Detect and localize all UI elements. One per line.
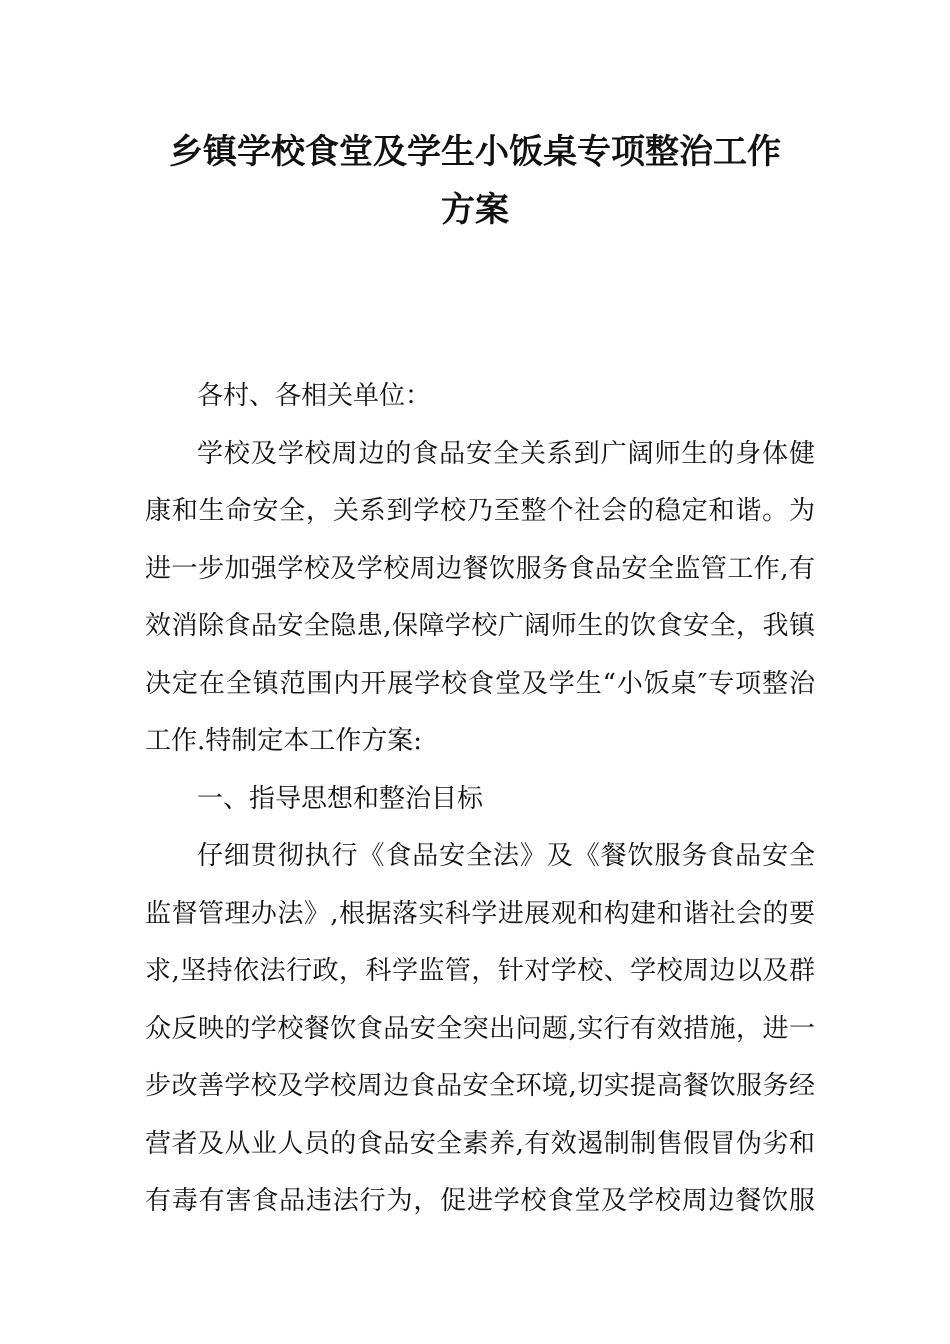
document-title-line-1: 乡镇学校食堂及学生小饭桌专项整治工作 [169,132,781,172]
paragraph-line: 众反映的学校餐饮食品安全突出问题,实行有效措施，进一 [145,1013,815,1044]
paragraph-line: 康和生命安全，关系到学校乃至整个社会的稳定和谐。为 [145,496,815,526]
paragraph-line: 有毒有害食品违法行为，促进学校食堂及学校周边餐饮服 [145,1186,815,1216]
paragraph-line: 监督管理办法》,根据落实科学进展观和构建和谐社会的要 [145,898,815,929]
paragraph-line: 工作.特制定本工作方案: [145,726,423,756]
paragraph-line: 决定在全镇范围内开展学校食堂及学生“小饭桌″专项整治 [145,668,815,699]
paragraph-line: 求,坚持依法行政，科学监管，针对学校、学校周边以及群 [145,956,815,986]
paragraph-line: 营者及从业人员的食品安全素养,有效遏制制售假冒伪劣和 [145,1128,815,1159]
paragraph-line: 学校及学校周边的食品安全关系到广阔师生的身体健 [197,438,815,469]
paragraph-line: 步改善学校及学校周边食品安全环境,切实提高餐饮服务经 [145,1071,815,1101]
paragraph-line: 效消除食品安全隐患,保障学校广阔师生的饮食安全，我镇 [145,611,815,641]
section-heading: 一、指导思想和整治目标 [197,783,484,814]
paragraph-line: 仔细贯彻执行《食品安全法》及《餐饮服务食品安全 [197,841,815,871]
paragraph-line: 进一步加强学校及学校周边餐饮服务食品安全监管工作,有 [145,553,815,584]
salutation: 各村、各相关单位： [197,381,432,411]
document-title-line-2: 方案 [441,190,509,230]
document-body [145,374,815,1237]
